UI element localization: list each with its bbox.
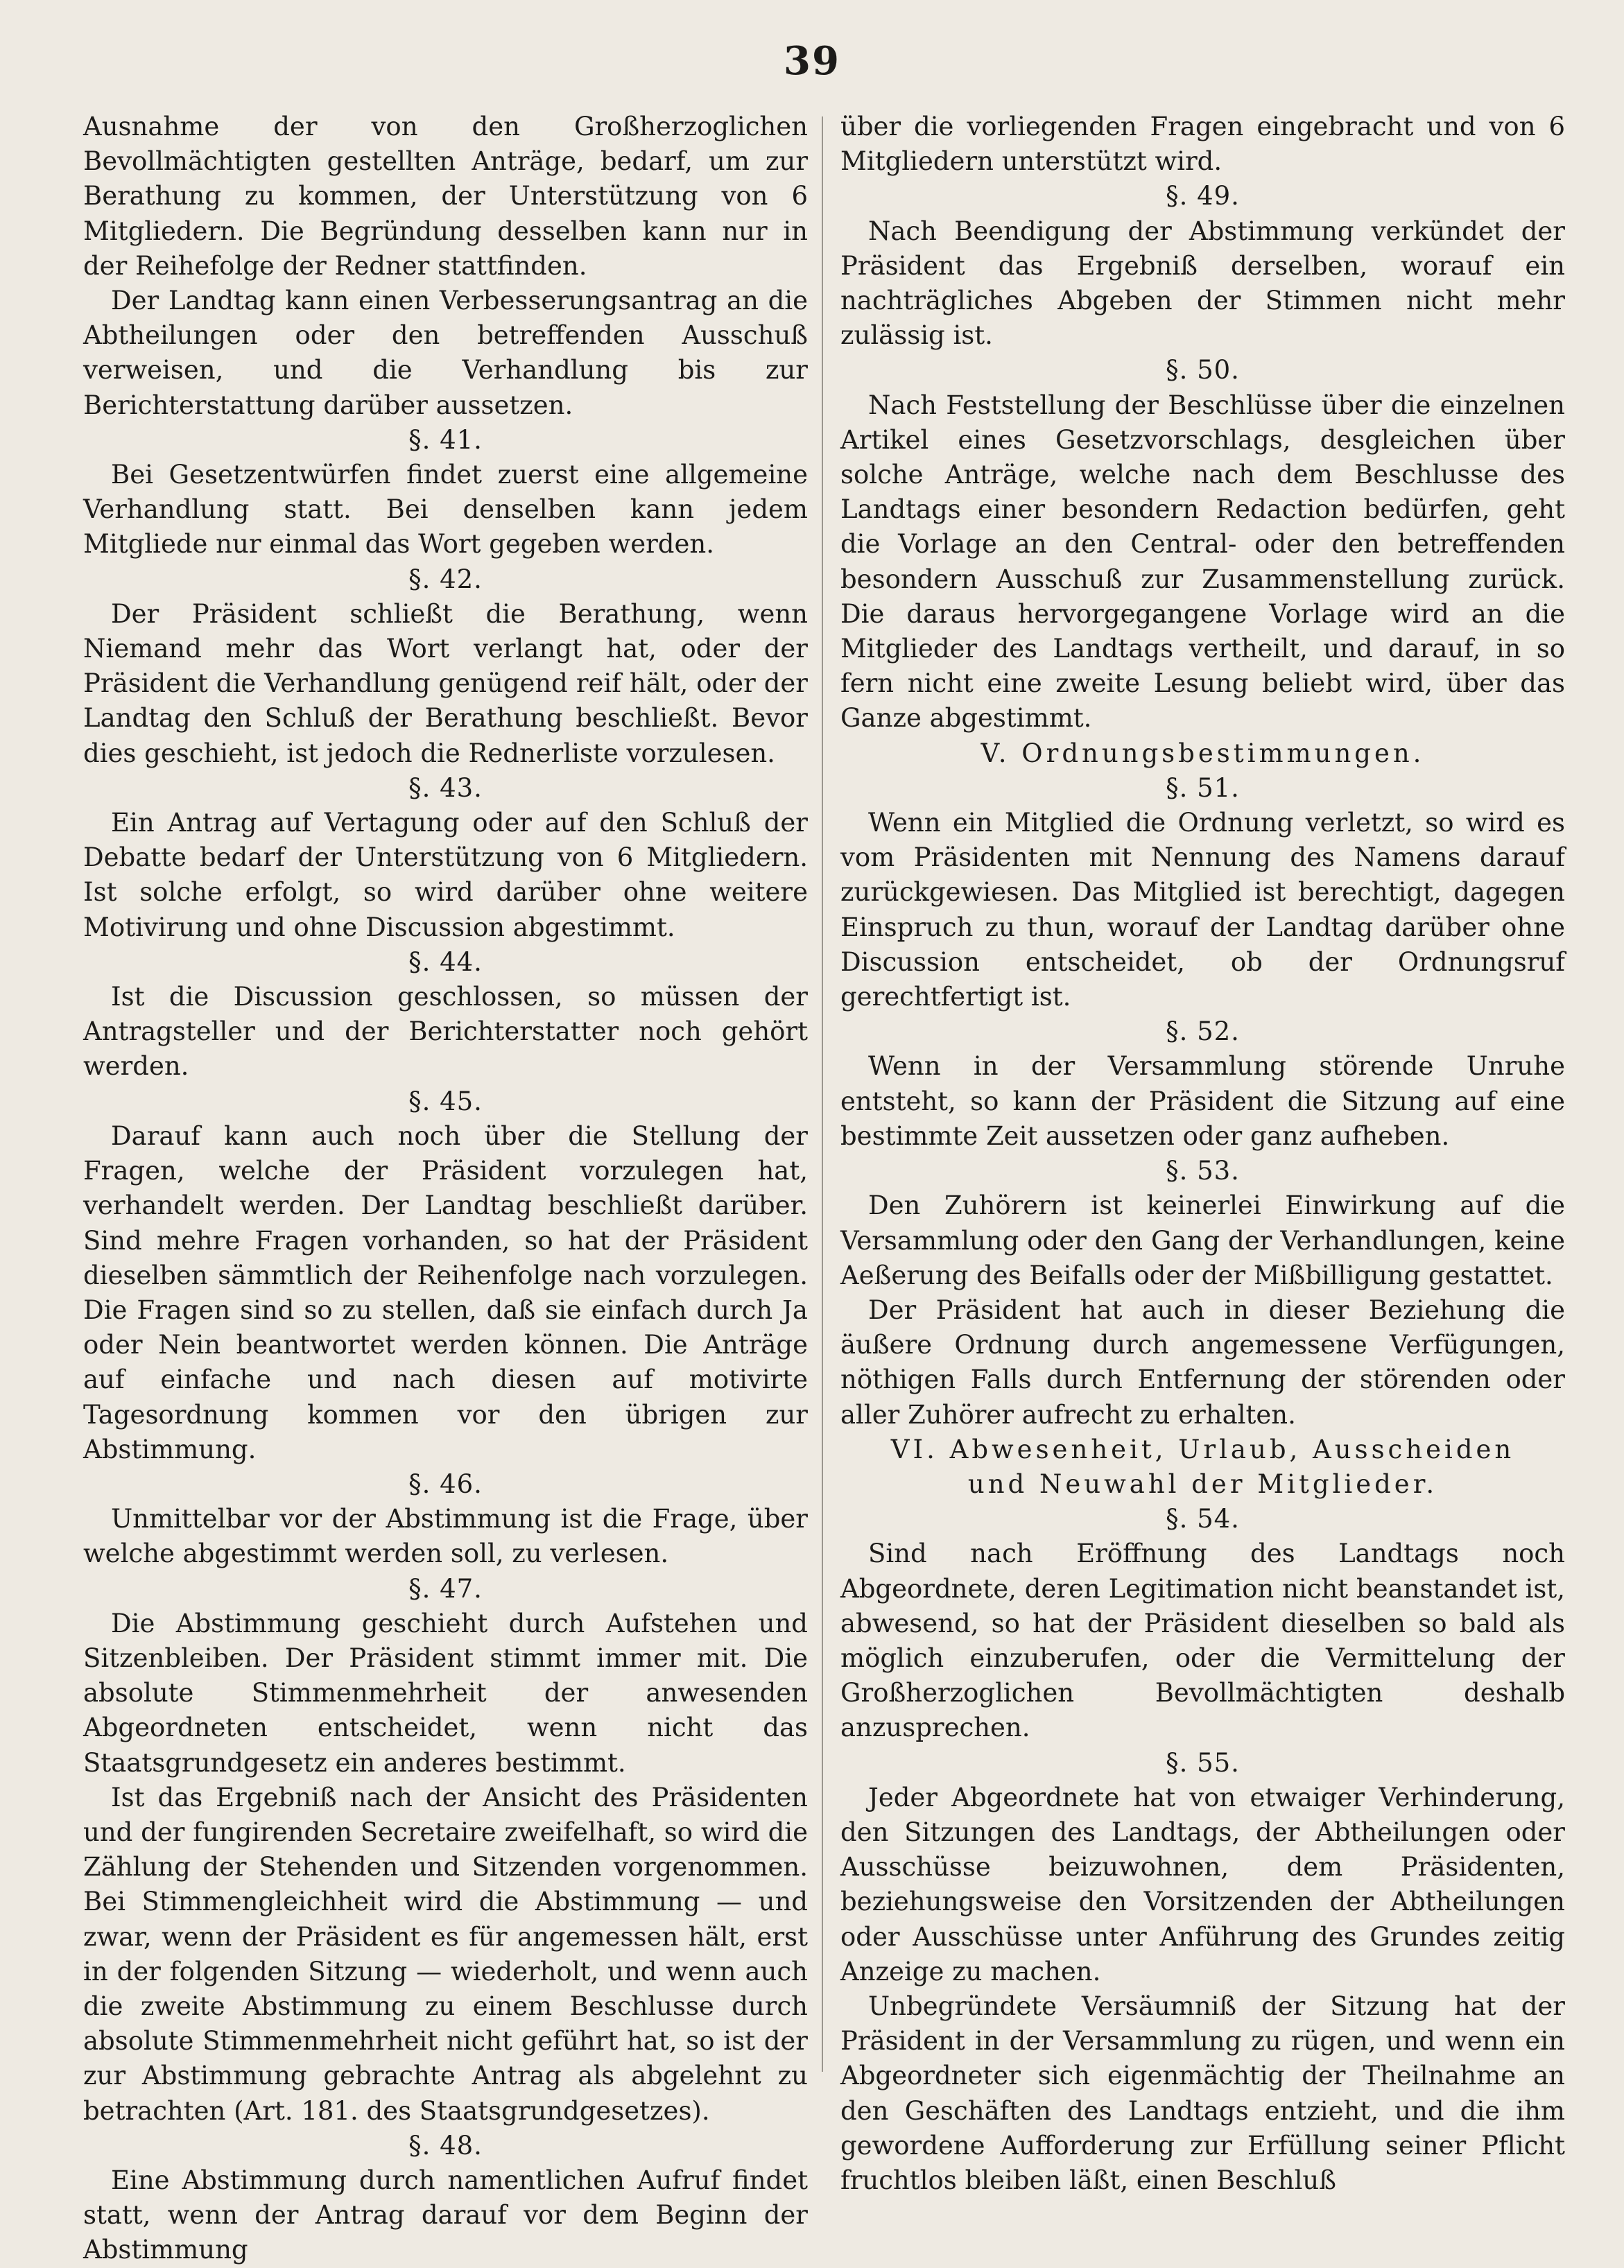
paragraph: Ausnahme der von den Großherzoglichen Bevollmächtigten gestellten Anträge, bedarf, um zur Berathung zu kommen, der Unterstützung von 6 Mitgliedern. Die Begründung desselben kann nur in der Reihefolge der Redner stattfinden. — [83, 112, 808, 281]
paragraph: Jeder Abgeordnete hat von etwaiger Verhinderung, den Sitzungen des Landtags, der Abtheilungen oder Ausschüsse beizuwohnen, dem Präsidenten, beziehungsweise den Vorsitzenden der Abtheilungen oder Ausschüsse unter Anführung des Grundes zeitig Anzeige zu machen. — [840, 1782, 1565, 1986]
section-heading: §. 54. — [1166, 1504, 1240, 1534]
paragraph: Der Präsident hat auch in dieser Beziehung die äußere Ordnung durch angemessene Verfügungen, nöthigen Falls durch Entfernung der störenden oder aller Zuhörer aufrecht zu erhalten. — [840, 1295, 1565, 1430]
section-heading: §. 53. — [1166, 1156, 1240, 1186]
section-heading: §. 43. — [408, 772, 483, 803]
column-divider — [822, 116, 823, 2072]
paragraph: Wenn in der Versammlung störende Unruhe entsteht, so kann der Präsident die Sitzung auf eine bestimmte Zeit aussetzen oder ganz aufheben. — [840, 1051, 1565, 1151]
paragraph: Nach Feststellung der Beschlüsse über die einzelnen Artikel eines Gesetzvorschlags, desgleichen über solche Anträge, welche nach dem Beschlusse des Landtags einer besondern Redaction bedürfen, geht die Vorlage an den Central- oder den betreffenden besondern Ausschuß zur Zusammenstellung zurück. Die daraus hervorgegangene Vorlage wird an die Mitglieder des Landtags vertheilt, und darauf, in so fern nicht eine zweite Lesung beliebt wird, über das Ganze abgestimmt. — [840, 390, 1565, 734]
chapter-heading: VI. Abwesenheit, Urlaub, Ausscheiden — [890, 1434, 1515, 1464]
left-column — [83, 110, 808, 2268]
paragraph: Die Abstimmung geschieht durch Aufstehen und Sitzenbleiben. Der Präsident stimmt immer mit. Die absolute Stimmenmehrheit der anwesenden Abgeordneten entscheidet, wenn nicht das Staatsgrundgesetz ein anderes bestimmt. — [83, 1608, 808, 1778]
chapter-heading: und Neuwahl der Mitglieder. — [967, 1469, 1438, 1499]
paragraph: Unbegründete Versäumniß der Sitzung hat der Präsident in der Versammlung zu rügen, und wenn ein Abgeordneter sich eigenmächtig der Theilnahme an den Geschäften des Landtags entzieht, und die ihm gewordene Aufforderung zur Erfüllung seiner Pflicht fruchtlos bleiben läßt, einen Beschluß — [840, 1991, 1565, 2195]
section-heading: §. 48. — [408, 2130, 483, 2161]
section-heading: §. 46. — [408, 1469, 483, 1499]
paragraph: Ist die Discussion geschlossen, so müssen der Antragsteller und der Berichterstatter noch gehört werden. — [83, 982, 808, 1082]
paragraph: Der Landtag kann einen Verbesserungsantrag an die Abtheilungen oder den betreffenden Ausschuß verweisen, und die Verhandlung bis zur Berichterstattung darüber aussetzen. — [83, 286, 808, 420]
paragraph: Unmittelbar vor der Abstimmung ist die Frage, über welche abgestimmt werden soll, zu verlesen. — [83, 1504, 808, 1569]
section-heading: §. 52. — [1166, 1016, 1240, 1047]
section-heading: §. 50. — [1166, 355, 1240, 386]
paragraph: Nach Beendigung der Abstimmung verkündet der Präsident das Ergebniß derselben, worauf ein nachträgliches Abgeben der Stimmen nicht mehr zulässig ist. — [840, 216, 1565, 351]
section-heading: §. 45. — [408, 1086, 483, 1116]
paragraph: Sind nach Eröffnung des Landtags noch Abgeordnete, deren Legitimation nicht beanstandet ist, abwesend, so hat der Präsident dieselben so bald als möglich einzuberufen, oder die Vermittelung der Großherzoglichen Bevollmächtigten deshalb anzusprechen. — [840, 1539, 1565, 1743]
section-heading: §. 47. — [408, 1573, 483, 1604]
paragraph: über die vorliegenden Fragen eingebracht und von 6 Mitgliedern unterstützt wird. — [840, 112, 1565, 177]
section-heading: §. 42. — [408, 564, 483, 594]
paragraph: Eine Abstimmung durch namentlichen Aufruf findet statt, wenn der Antrag darauf vor dem Beginn der Abstimmung — [83, 2165, 808, 2265]
paragraph: Ist das Ergebniß nach der Ansicht des Präsidenten und der fungirenden Secretaire zweifelhaft, so wird die Zählung der Stehenden und Sitzenden vorgenommen. Bei Stimmengleichheit wird die Abstimmung — und zwar, wenn der Präsident es für angemessen hält, erst in der folgenden Sitzung — wiederholt, und wenn auch die zweite Abstimmung zu einem Beschlusse durch absolute Stimmenmehrheit nicht geführt hat, so ist der zur Abstimmung gebrachte Antrag als abgelehnt zu betrachten (Art. 181. des Staatsgrundgesetzes). — [83, 1782, 808, 2126]
paragraph: Ein Antrag auf Vertagung oder auf den Schluß der Debatte bedarf der Unterstützung von 6 Mitgliedern. Ist solche erfolgt, so wird darüber ohne weitere Motivirung und ohne Discussion abgestimmt. — [83, 808, 808, 942]
paragraph: Bei Gesetzentwürfen findet zuerst eine allgemeine Verhandlung statt. Bei denselben kann jedem Mitgliede nur einmal das Wort gegeben werden. — [83, 460, 808, 560]
section-heading: §. 51. — [1166, 772, 1240, 803]
paragraph: Der Präsident schließt die Berathung, wenn Niemand mehr das Wort verlangt hat, oder der Präsident die Verhandlung genügend reif hält, oder der Landtag den Schluß der Berathung beschließt. Bevor dies geschieht, ist jedoch die Rednerliste vorzulesen. — [83, 598, 808, 768]
paragraph: Wenn ein Mitglied die Ordnung verletzt, so wird es vom Präsidenten mit Nennung des Namens darauf zurückgewiesen. Das Mitglied ist berechtigt, dagegen Einspruch zu thun, worauf der Landtag darüber ohne Discussion entscheidet, ob der Ordnungsruf gerechtfertigt ist. — [840, 808, 1565, 1012]
section-heading: §. 49. — [1166, 181, 1240, 211]
section-heading: §. 41. — [408, 424, 483, 455]
page-number: 39 — [784, 38, 840, 84]
section-heading: §. 55. — [1166, 1747, 1240, 1778]
paragraph: Darauf kann auch noch über die Stellung der Fragen, welche der Präsident vorzulegen hat, verhandelt werden. Der Landtag beschließt darüber. Sind mehre Fragen vorhanden, so hat der Präsident dieselben sämmtlich der Reihenfolge nach vorzulegen. Die Fragen sind so zu stellen, daß sie einfach durch Ja oder Nein beantwortet werden können. Die Anträge auf einfache und nach diesen auf motivirte Tagesordnung kommen vor den übrigen zur Abstimmung. — [83, 1120, 808, 1464]
paragraph: Den Zuhörern ist keinerlei Einwirkung auf die Versammlung oder den Gang der Verhandlungen, keine Aeßerung des Beifalls oder der Mißbilligung gestattet. — [840, 1191, 1565, 1290]
chapter-heading: V. Ordnungsbestimmungen. — [981, 738, 1425, 768]
section-heading: §. 44. — [408, 946, 483, 977]
right-column — [840, 110, 1565, 2198]
